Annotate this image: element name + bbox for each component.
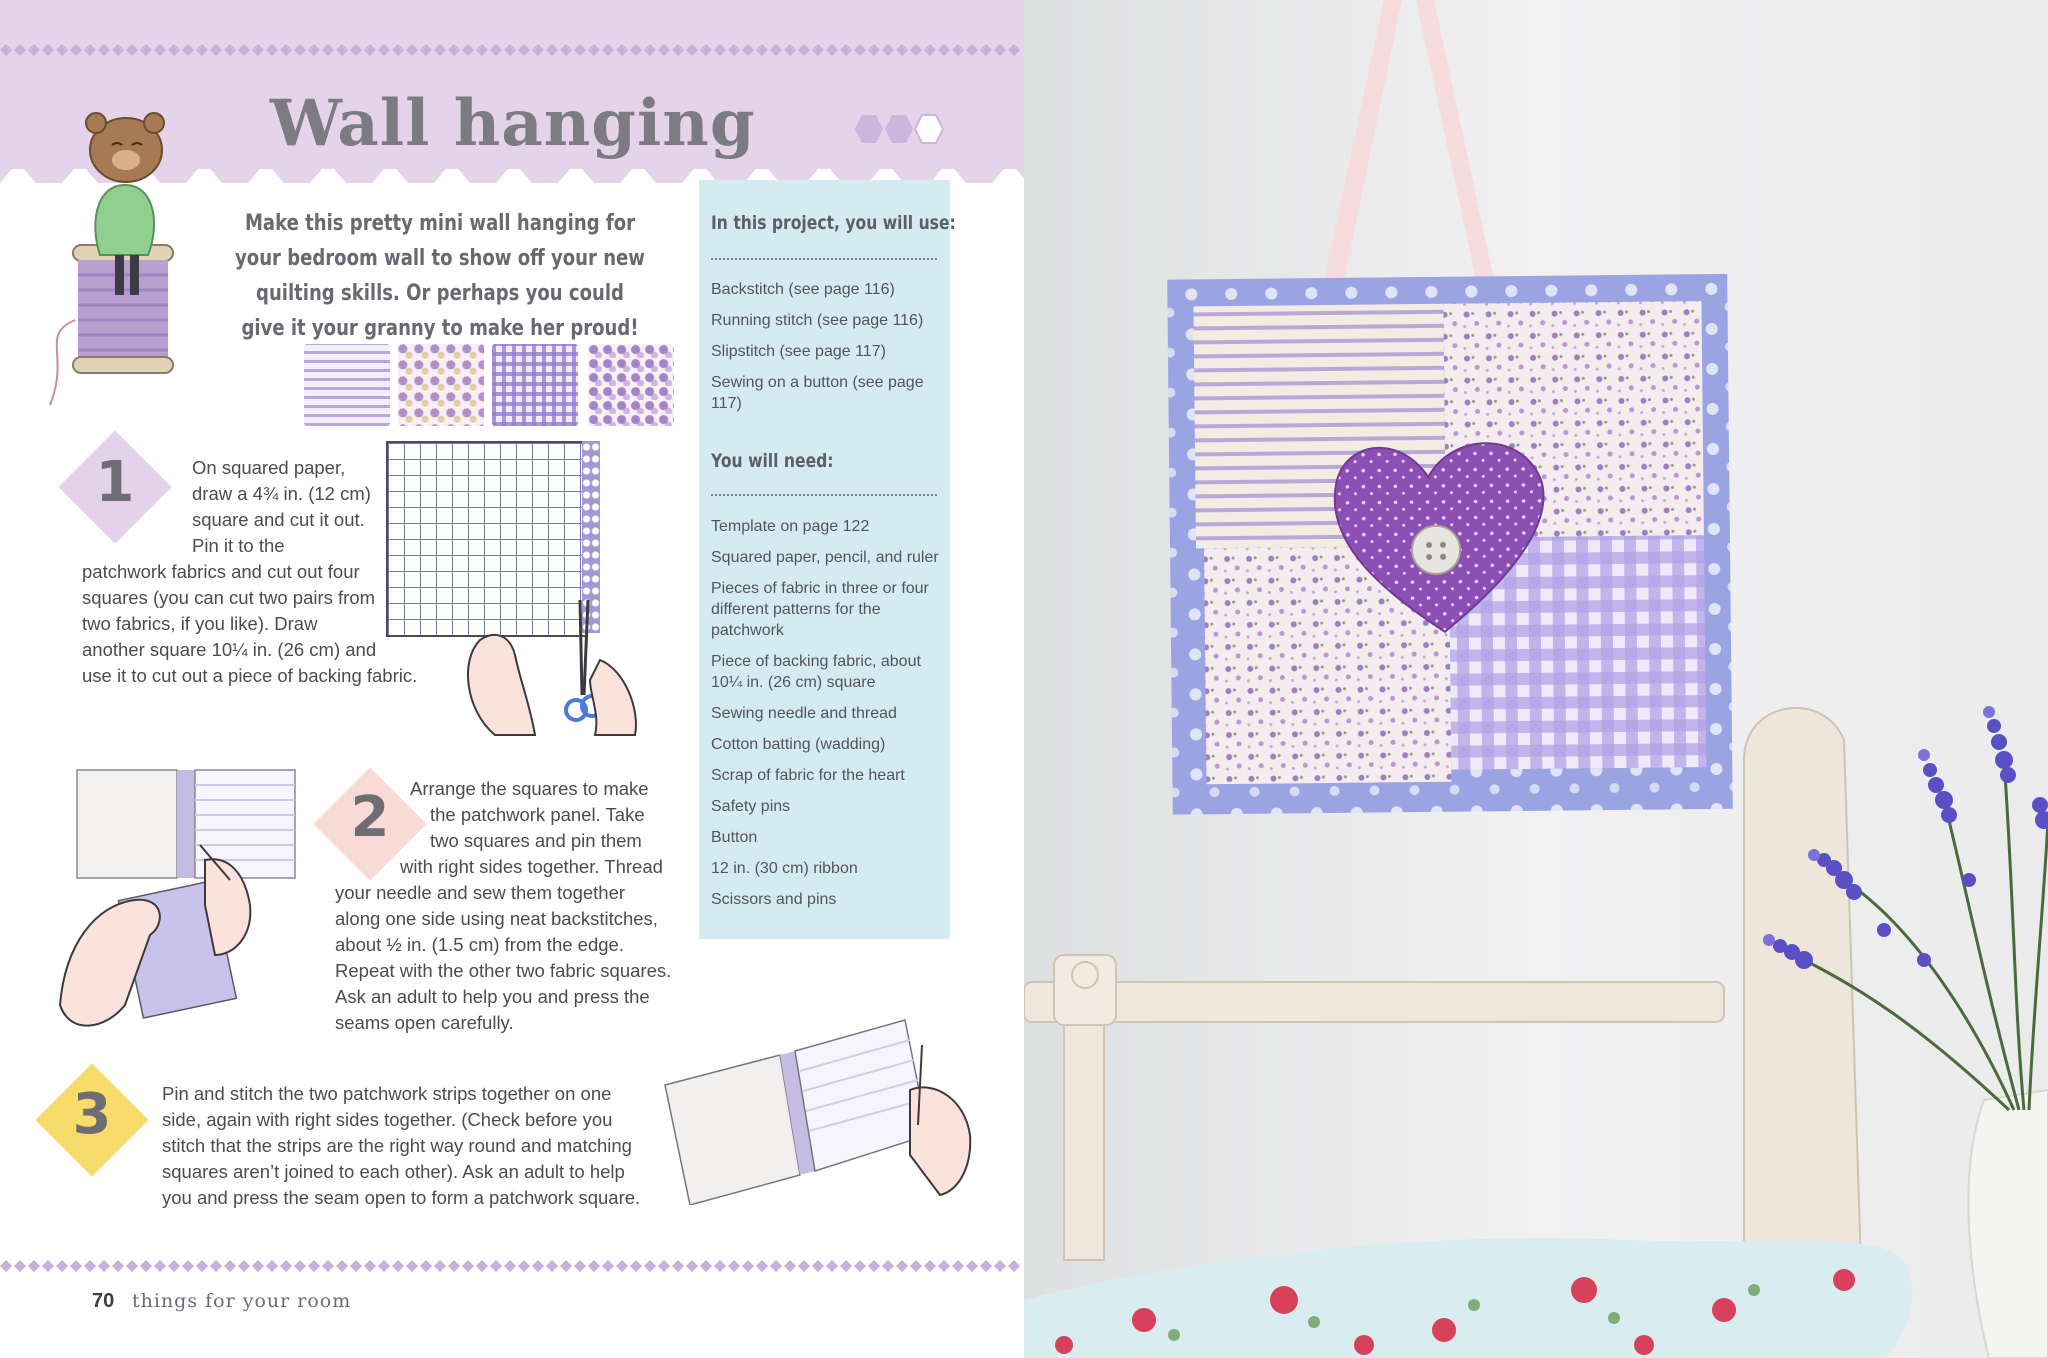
step-3-number: 3 xyxy=(72,1082,112,1147)
list-item: Running stitch (see page 116) xyxy=(711,312,924,329)
project-heading: In this project, you will use: xyxy=(711,212,956,234)
patchwork-strips-illustration xyxy=(660,1015,980,1205)
page-number: 70 xyxy=(92,1290,115,1312)
text-line: On squared paper, xyxy=(192,457,346,478)
text-line: another square 10¼ in. (26 cm) and xyxy=(82,639,377,660)
step-2-text-indented xyxy=(400,854,663,880)
sidebar-divider xyxy=(711,258,937,260)
text-line: seams open carefully. xyxy=(335,1012,514,1033)
materials-sidebar xyxy=(699,180,956,939)
top-dotted-border xyxy=(0,44,1024,56)
hands-cutting-illustration xyxy=(450,600,650,740)
text-line: two fabrics, if you like). Draw xyxy=(82,613,318,634)
step-2-number: 2 xyxy=(350,785,390,850)
mouse-on-spool-illustration xyxy=(30,105,200,415)
step-2-text-indented xyxy=(430,802,645,854)
list-item: Squared paper, pencil, and ruler xyxy=(711,549,939,566)
fabric-swatch-stripe xyxy=(304,344,390,426)
technique-list xyxy=(711,279,943,424)
text-line: stitch that the strips are the right way round and matching xyxy=(162,1135,632,1156)
sewing-squares-illustration xyxy=(55,765,305,1045)
intro-text: Make this pretty mini wall hanging for your bedroom wall to show off your new quilting skills. Or perhaps you could give it your granny to make her proud! xyxy=(235,211,645,341)
list-item: Pieces of fabric in three or four different patterns for the patchwork xyxy=(711,580,929,639)
text-line: squares aren’t joined to each other). Ask an adult to help xyxy=(162,1161,625,1182)
section-title: things for your room xyxy=(132,1290,352,1312)
fabric-swatch-ditsy xyxy=(588,344,674,426)
step-1-number: 1 xyxy=(95,450,135,515)
list-item: Slipstitch (see page 117) xyxy=(711,343,886,360)
text-line: Arrange the squares to make xyxy=(410,778,649,799)
list-item: Backstitch (see page 116) xyxy=(711,281,895,298)
hexagon-dots-icon xyxy=(854,113,950,145)
text-line: Repeat with the other two fabric squares. xyxy=(335,960,672,981)
text-line: with right sides together. Thread xyxy=(400,856,663,877)
materials-list xyxy=(711,516,943,920)
text-line: Pin and stitch the two patchwork strips together on one xyxy=(162,1083,612,1104)
list-item: Scissors and pins xyxy=(711,891,837,908)
list-item: Sewing on a button (see page 117) xyxy=(711,374,924,412)
list-item: 12 in. (30 cm) ribbon xyxy=(711,860,858,877)
list-item: Piece of backing fabric, about 10¼ in. (26 cm) square xyxy=(711,653,921,691)
list-item: Sewing needle and thread xyxy=(711,705,897,722)
sidebar-divider xyxy=(711,494,937,496)
text-line: the patchwork panel. Take xyxy=(430,804,645,825)
text-line: you and press the seam open to form a patchwork square. xyxy=(162,1187,641,1208)
text-line: two squares and pin them xyxy=(430,830,642,851)
text-line: draw a 4¾ in. (12 cm) xyxy=(192,483,371,504)
text-line: squares (you can cut two pairs from xyxy=(82,587,376,608)
list-item: Button xyxy=(711,829,758,846)
bottom-dotted-border xyxy=(0,1260,1024,1272)
step-3-text xyxy=(162,1081,640,1211)
fabric-swatch-gingham xyxy=(492,344,578,426)
text-line: about ½ in. (1.5 cm) from the edge. xyxy=(335,934,624,955)
photo-page xyxy=(1024,0,2048,1358)
text-line: Ask an adult to help you and press the xyxy=(335,986,650,1007)
text-line: side, again with right sides together. (Check before you xyxy=(162,1109,613,1130)
list-item: Scrap of fabric for the heart xyxy=(711,767,905,784)
wall-hanging-photo xyxy=(1024,0,2048,1358)
step-2-text-lower xyxy=(335,880,671,1036)
text-line: patchwork fabrics and cut out four xyxy=(82,561,360,582)
list-item: Cotton batting (wadding) xyxy=(711,736,886,753)
step-1-text-lower xyxy=(82,559,417,689)
quilt xyxy=(1167,274,1733,815)
text-line: your needle and sew them together xyxy=(335,882,626,903)
text-line: along one side using neat backstitches, xyxy=(335,908,658,929)
page-title: Wall hanging xyxy=(270,86,756,161)
list-item: Safety pins xyxy=(711,798,791,815)
text-line: Pin it to the xyxy=(192,535,285,556)
need-heading: You will need: xyxy=(711,450,834,472)
list-item: Template on page 122 xyxy=(711,518,870,535)
fabric-swatch-floral xyxy=(398,344,484,426)
step-2-text-indented xyxy=(410,776,649,802)
text-line: square and cut it out. xyxy=(192,509,365,530)
text-line: use it to cut out a piece of backing fabric. xyxy=(82,665,418,686)
step-1-text-upper xyxy=(192,455,371,559)
